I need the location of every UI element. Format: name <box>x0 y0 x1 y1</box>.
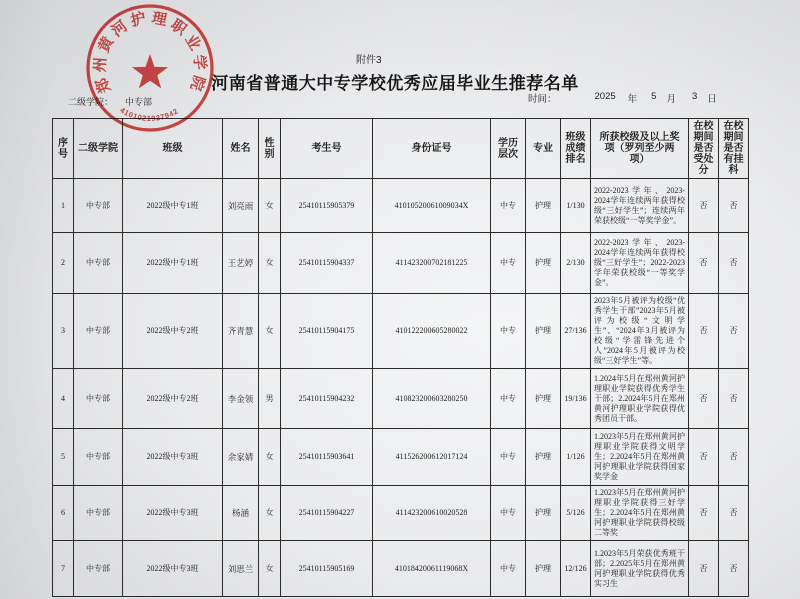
cell-college: 中专部 <box>74 179 123 233</box>
cell-awards <box>591 233 689 294</box>
cell-awards <box>591 429 689 486</box>
cell-level: 中专 <box>491 294 526 369</box>
cell-awards <box>591 486 689 541</box>
cell-gender: 女 <box>259 429 281 486</box>
cell-failed-course: 否 <box>719 369 749 429</box>
cell-college: 中专部 <box>74 369 123 429</box>
header-rank <box>561 119 591 179</box>
seal-code-text <box>118 106 179 124</box>
cell-college: 中专部 <box>74 429 123 486</box>
cell-no: 5 <box>53 429 74 486</box>
date-day-unit: 日 <box>707 94 717 105</box>
cell-failed-course: 否 <box>719 541 749 597</box>
cell-college: 中专部 <box>74 486 123 541</box>
cell-rank: 5/126 <box>561 486 591 541</box>
header-exam-no: 考生号 <box>281 119 373 179</box>
cell-gender: 女 <box>259 179 281 233</box>
attachment-label: 附件3 <box>356 55 382 66</box>
cell-awards <box>591 179 689 233</box>
cell-level: 中专 <box>491 233 526 294</box>
cell-class: 2022级中专3班 <box>123 541 223 597</box>
cell-rank: 2/130 <box>561 233 591 294</box>
cell-major: 护理 <box>526 541 561 597</box>
cell-class: 2022级中专3班 <box>123 486 223 541</box>
cell-level: 中专 <box>491 179 526 233</box>
cell-class: 2022级中专2班 <box>123 369 223 429</box>
table-row <box>53 429 749 486</box>
cell-failed-course: 否 <box>719 429 749 486</box>
cell-awards <box>591 541 689 597</box>
cell-exam-no: 25410115904175 <box>281 294 373 369</box>
cell-id-no: 410823200603280250 <box>373 369 491 429</box>
cell-level: 中专 <box>491 429 526 486</box>
date-label: 时间： <box>528 94 557 105</box>
header-gender <box>259 119 281 179</box>
cell-class: 2022级中专3班 <box>123 429 223 486</box>
cell-gender: 女 <box>259 486 281 541</box>
school-seal <box>82 1 218 135</box>
cell-awards <box>591 294 689 369</box>
cell-exam-no: 25410115905379 <box>281 179 373 233</box>
cell-exam-no: 25410115905169 <box>281 541 373 597</box>
star-icon <box>132 54 168 88</box>
cell-college: 中专部 <box>74 294 123 369</box>
cell-rank: 27/136 <box>561 294 591 369</box>
cell-punished: 否 <box>689 179 719 233</box>
cell-class: 2022级中专2班 <box>123 294 223 369</box>
date-month: 5 <box>651 91 657 102</box>
cell-major: 护理 <box>526 179 561 233</box>
cell-major: 护理 <box>526 233 561 294</box>
cell-name: 杨涵 <box>223 486 259 541</box>
table-row <box>53 541 749 597</box>
cell-no: 2 <box>53 233 74 294</box>
header-failed-course <box>719 119 749 179</box>
cell-gender: 女 <box>259 233 281 294</box>
table-row <box>53 179 749 233</box>
cell-level: 中专 <box>491 369 526 429</box>
cell-name: 余家婧 <box>223 429 259 486</box>
cell-punished: 否 <box>689 369 719 429</box>
cell-punished: 否 <box>689 294 719 369</box>
college-label: 二级学院： <box>68 97 114 107</box>
page-title: 河南省普通大中专学校优秀应届毕业生推荐名单 <box>211 74 579 93</box>
cell-level: 中专 <box>491 541 526 597</box>
table-row <box>53 369 749 429</box>
header-gender-label: 性别 <box>264 137 275 160</box>
recommendation-table <box>52 118 749 597</box>
cell-punished: 否 <box>689 541 719 597</box>
date-line <box>528 91 717 105</box>
cell-rank: 1/126 <box>561 429 591 486</box>
cell-level: 中专 <box>491 486 526 541</box>
header-class: 班级 <box>123 119 223 179</box>
cell-name: 刘思兰 <box>223 541 259 597</box>
header-level <box>491 119 526 179</box>
header-rank-label: 班级成绩排名 <box>565 132 586 165</box>
header-awards-label: 所获校级及以上奖项（罗列至少两项） <box>599 132 680 165</box>
header-punished-label: 在校期间是否受处分 <box>693 121 714 176</box>
header-failed-course-label: 在校期间是否有挂科 <box>723 121 744 176</box>
date-day: 3 <box>691 91 698 102</box>
cell-gender: 男 <box>259 369 281 429</box>
cell-awards <box>591 369 689 429</box>
cell-failed-course: 否 <box>719 233 749 294</box>
cell-exam-no: 25410115903641 <box>281 429 373 486</box>
cell-major: 护理 <box>526 369 561 429</box>
cell-punished: 否 <box>689 486 719 541</box>
header-college: 二级学院 <box>74 119 123 179</box>
cell-rank: 19/136 <box>561 369 591 429</box>
awards-text: 2023年5月被评为校级“优秀学生干部”2023年5月被评为校级“文明学生”、“2024年3月被评为校级“学雷锋先进个人”2024年5月被评为校级“三好学生”等。 <box>594 296 685 365</box>
college-value: 中专部 <box>125 97 153 107</box>
header-level-label: 学历层次 <box>498 137 518 160</box>
cell-id-no: 41010520061009034X <box>373 179 491 233</box>
cell-no: 6 <box>53 486 74 541</box>
header-no-label: 序号 <box>58 137 68 160</box>
cell-college: 中专部 <box>74 541 123 597</box>
header-punished <box>689 119 719 179</box>
cell-gender: 女 <box>259 294 281 369</box>
table-row <box>53 294 749 369</box>
cell-failed-course: 否 <box>719 179 749 233</box>
header-awards <box>591 119 689 179</box>
cell-id-no: 411423200702181225 <box>373 233 491 294</box>
cell-id-no: 411423200610020528 <box>373 486 491 541</box>
cell-college: 中专部 <box>74 233 123 294</box>
cell-id-no: 410122200605280022 <box>373 294 491 369</box>
cell-punished: 否 <box>689 233 719 294</box>
cell-major: 护理 <box>526 486 561 541</box>
cell-class: 2022级中专1班 <box>123 233 223 294</box>
cell-no: 3 <box>53 294 74 369</box>
date-month-unit: 月 <box>666 94 676 105</box>
cell-no: 4 <box>53 369 74 429</box>
cell-gender: 女 <box>259 541 281 597</box>
cell-id-no: 41018420061119068X <box>373 541 491 597</box>
cell-class: 2022级中专1班 <box>123 179 223 233</box>
date-year-unit: 年 <box>627 94 638 105</box>
date-year: 2025 <box>594 91 616 102</box>
cell-name: 刘亮雨 <box>223 179 259 233</box>
table-row <box>53 486 749 541</box>
seal-code-textpath: 4101021927942 <box>118 105 180 124</box>
cell-name: 齐青慧 <box>223 294 259 369</box>
cell-rank: 1/130 <box>561 179 591 233</box>
header-id-no: 身份证号 <box>373 119 491 179</box>
awards-text: 1.2023年5月荣获优秀班干部；2.2025年5月在郑州黄河护理职业学院获得优秀实习生 <box>594 548 685 588</box>
header-no <box>53 119 74 179</box>
awards-text: 1.2024年5月在郑州黄河护理职业学院获得优秀学生干部；2.2024年5月在郑州黄河护理职业学院获得优秀团员干部。 <box>594 373 685 423</box>
awards-text: 1.2023年5月在郑州黄河护理职业学院获得文明学生；2.2024年5月在郑州黄河护理职业学院获得国家奖学金 <box>594 432 685 481</box>
cell-id-no: 411526200612017124 <box>373 429 491 486</box>
cell-exam-no: 25410115904337 <box>281 233 373 294</box>
cell-major: 护理 <box>526 429 561 486</box>
cell-no: 7 <box>53 541 74 597</box>
awards-text: 1.2023年5月在郑州黄河护理职业学院获得三好学生；2.2024年5月在郑州黄河护理职业学院获得校级二等奖 <box>594 488 685 537</box>
cell-rank: 12/126 <box>561 541 591 597</box>
cell-major: 护理 <box>526 294 561 369</box>
awards-text: 2022-2023学年、2023-2024学年连续两年获得校级“三好学生”；2022-2023学年荣获校级“一等奖学金”。 <box>594 238 685 287</box>
cell-failed-course: 否 <box>719 486 749 541</box>
cell-exam-no: 25410115904232 <box>281 369 373 429</box>
cell-no: 1 <box>53 179 74 233</box>
seal-ring-textpath: 郑州黄河护理职业学院 <box>91 9 209 96</box>
header-name: 姓名 <box>223 119 259 179</box>
cell-name: 王艺婷 <box>223 233 259 294</box>
cell-punished: 否 <box>689 429 719 486</box>
awards-text: 2022-2023学年、2023-2024学年连续两年获得校级“三好学生”；连续两年荣获校级“一等奖学金”。 <box>594 185 685 225</box>
cell-exam-no: 25410115904227 <box>281 486 373 541</box>
cell-name: 李金领 <box>223 369 259 429</box>
header-major: 专业 <box>526 119 561 179</box>
cell-failed-course: 否 <box>719 294 749 369</box>
table-row <box>53 233 749 294</box>
